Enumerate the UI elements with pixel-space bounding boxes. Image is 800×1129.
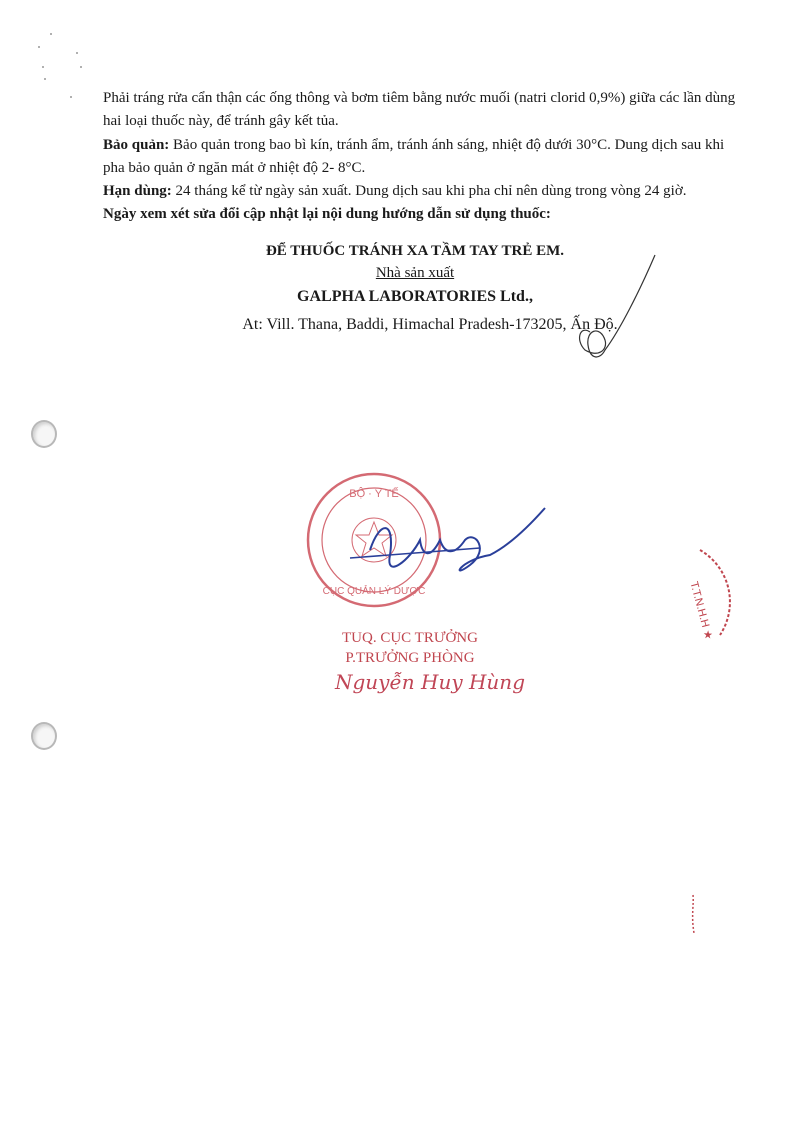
signer-name: Nguyễn Huy Hùng xyxy=(334,670,525,694)
storage-paragraph xyxy=(103,134,743,180)
seal-bottom-text: CỤC QUẢN LÝ DƯỢC xyxy=(322,586,426,597)
flush-text: Phải tráng rửa cẩn thận các ống thông và bơm tiêm bằng nước muối (natri clorid 0,9%) giữa các lần dùng hai loại thuốc này, để tránh gây kết tủa. xyxy=(103,90,736,129)
expiry-text: 24 tháng kể từ ngày sản xuất. Dung dịch sau khi pha chỉ nên dùng trong vòng 24 giờ. xyxy=(171,183,687,199)
storage-text: Bảo quản trong bao bì kín, tránh ẩm, tránh ánh sáng, nhiệt độ dưới 30°C. Dung dịch sau khi pha bảo quản ở ngăn mát ở nhiệt độ 2- 8°C. xyxy=(103,137,725,176)
manufacturer-label: Nhà sản xuất xyxy=(375,265,455,281)
manufacturer-address: At: Vill. Thana, Baddi, Himachal Pradesh-173205, Ấn Độ. xyxy=(242,316,618,333)
approval-signature xyxy=(350,500,550,600)
scan-speck xyxy=(38,46,40,48)
scan-speck xyxy=(44,78,46,80)
seal-top-text: BỘ · Y TẾ xyxy=(349,488,399,500)
punch-hole xyxy=(31,420,57,448)
scan-speck xyxy=(50,33,52,35)
scan-speck xyxy=(76,52,78,54)
expiry-paragraph xyxy=(103,180,743,203)
child-warning: ĐỂ THUỐC TRÁNH XA TẦM TAY TRẺ EM. xyxy=(265,243,565,259)
storage-label: Bảo quản: xyxy=(103,137,170,153)
scan-speck xyxy=(80,66,82,68)
approval-line-1: TUQ. CỤC TRƯỞNG xyxy=(342,630,478,646)
manufacturer-signature xyxy=(560,250,660,370)
edge-mark xyxy=(688,895,698,935)
expiry-label: Hạn dùng: xyxy=(103,183,172,199)
scan-speck xyxy=(42,66,44,68)
side-stamp-arc xyxy=(690,550,750,640)
scan-speck xyxy=(70,96,72,98)
review-date-label: Ngày xem xét sửa đổi cập nhật lại nội dung hướng dẫn sử dụng thuốc: xyxy=(103,206,551,222)
approval-line-2: P.TRƯỞNG PHÒNG xyxy=(345,650,475,666)
manufacturer-name: GALPHA LABORATORIES Ltd., xyxy=(297,288,533,305)
punch-hole xyxy=(31,722,57,750)
side-stamp: T.T.N.H.H ★ xyxy=(687,580,715,642)
flush-paragraph xyxy=(103,87,743,133)
review-date-paragraph xyxy=(103,203,743,226)
